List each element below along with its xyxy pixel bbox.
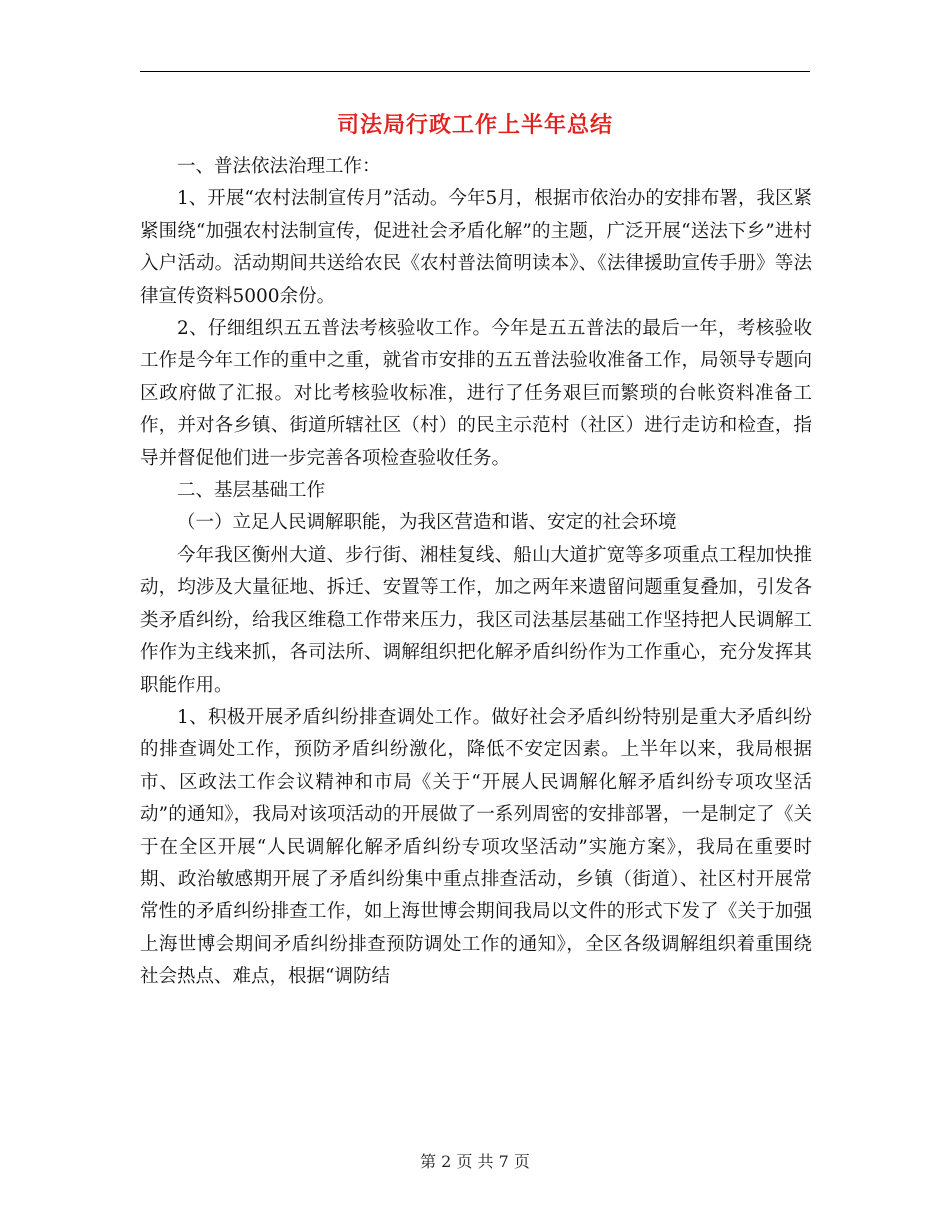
document-body (140, 151, 812, 994)
body-paragraph: 2、仔细组织五五普法考核验收工作。今年是五五普法的最后一年，考核验收工作是今年工作的重中之重，就省市安排的五五普法验收准备工作，局领导专题向区政府做了汇报。对比考核验收标准，进行了任务艰巨而繁琐的台帐资料准备工作，并对各乡镇、街道所辖社区（村）的民主示范村（社区）进行走访和检查，指导并督促他们进一步完善各项检查验收任务。 (140, 318, 812, 469)
page-number: 第 2 页 共 7 页 (420, 1152, 530, 1171)
document-title: 司法局行政工作上半年总结 (336, 113, 613, 138)
body-paragraph: 1、积极开展矛盾纠纷排查调处工作。做好社会矛盾纠纷特别是重大矛盾纠纷的排查调处工作，预防矛盾纠纷激化，降低不安定因素。上半年以来，我局根据市、区政法工作会议精神和市局《关于“开展人民调解化解矛盾纠纷专项攻坚活动”的通知》，我局对该项活动的开展做了一系列周密的安排部署，一是制定了《关于在全区开展“人民调解化解矛盾纠纷专项攻坚活动”实施方案》，我局在重要时期、政治敏感期开展了矛盾纠纷集中重点排查活动，乡镇（街道）、社区村开展常常性的矛盾纠纷排查工作，如上海世博会期间我局以文件的形式下发了《关于加强上海世博会期间矛盾纠纷排查预防调处工作的通知》，全区各级调解组织着重围绕社会热点、难点，根据“调防结 (140, 706, 812, 988)
section-heading: 二、基层基础工作 (177, 480, 326, 502)
subsection-heading: （一）立足人民调解职能，为我区营造和谐、安定的社会环境 (177, 512, 677, 534)
body-paragraph: 1、开展“农村法制宣传月”活动。今年5月，根据市依治办的安排布署，我区紧紧围绕“加强农村法制宣传，促进社会矛盾化解”的主题，广泛开展“送法下乡”进村入户活动。活动期间共送给农民《农村普法简明读本》、《法律援助宣传手册》等法律宣传资料5000余份。 (140, 188, 812, 307)
header-rule (140, 71, 810, 72)
body-paragraph: 今年我区衡州大道、步行街、湘桂复线、船山大道扩宽等多项重点工程加快推动，均涉及大量征地、拆迁、安置等工作，加之两年来遗留问题重复叠加，引发各类矛盾纠纷，给我区维稳工作带来压力，我区司法基层基础工作坚持把人民调解工作作为主线来抓，各司法所、调解组织把化解矛盾纠纷作为工作重心，充分发挥其职能作用。 (140, 544, 812, 696)
page-footer (0, 1150, 950, 1174)
section-heading: 一、普法依法治理工作： (177, 156, 381, 177)
